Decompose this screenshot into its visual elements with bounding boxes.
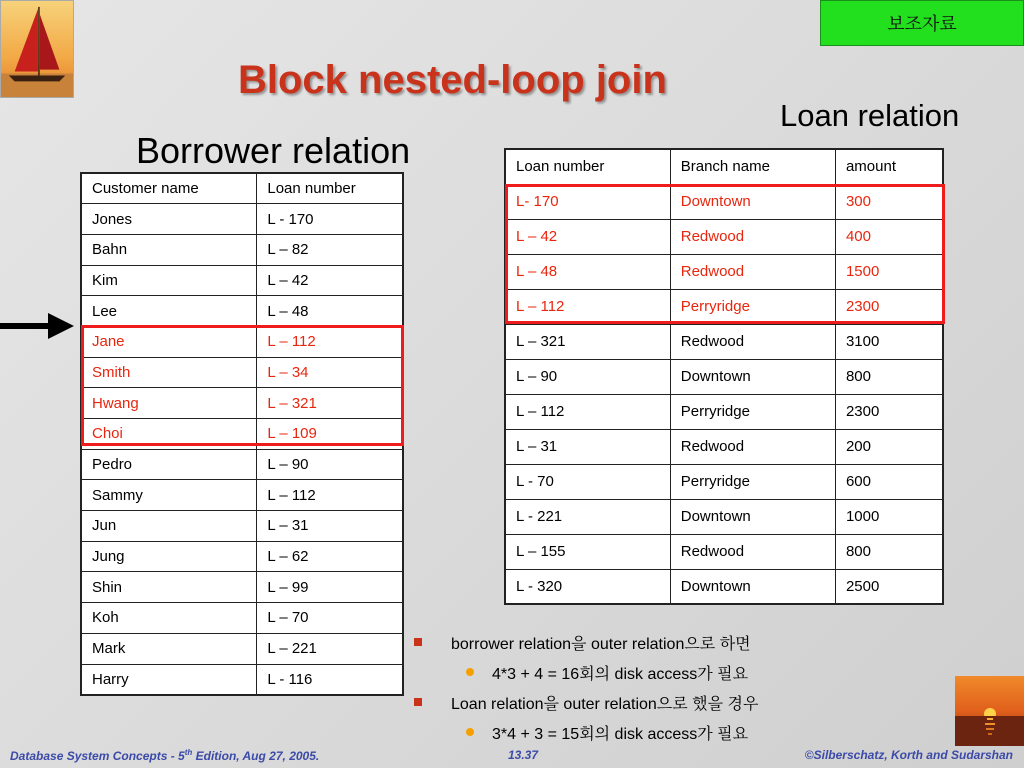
table-row	[81, 572, 403, 603]
table-row	[81, 326, 403, 357]
table-cell: Harry	[81, 664, 257, 695]
table-cell: Redwood	[670, 534, 835, 569]
table-row	[505, 289, 943, 324]
table-row	[81, 296, 403, 327]
table-row	[81, 633, 403, 664]
sunset-image	[955, 676, 1024, 746]
sub-bullet-item	[412, 717, 758, 747]
bullet-item	[412, 627, 758, 657]
square-bullet-icon	[414, 698, 422, 706]
borrower-relation-label: Borrower relation	[136, 130, 411, 171]
table-cell: 200	[835, 429, 943, 464]
table-cell: 1500	[835, 254, 943, 289]
bullet-item	[412, 687, 758, 717]
table-cell: L – 34	[257, 357, 403, 388]
table-cell: Kim	[81, 265, 257, 296]
table-cell: L – 42	[257, 265, 403, 296]
table-cell: L – 90	[257, 449, 403, 480]
table-row	[81, 265, 403, 296]
table-row	[505, 569, 943, 604]
table-cell: 600	[835, 464, 943, 499]
table-cell: L – 31	[257, 511, 403, 542]
page-number: 13.37	[508, 748, 539, 762]
table-cell: L – 321	[505, 324, 670, 359]
table-cell: L – 321	[257, 388, 403, 419]
table-cell: Redwood	[670, 254, 835, 289]
table-cell: L – 221	[257, 633, 403, 664]
table-row	[81, 449, 403, 480]
table-cell: L – 62	[257, 541, 403, 572]
table-cell: L - 170	[257, 204, 403, 235]
bullet-text: 3*4 + 3 = 15회의 disk access가 필요	[492, 725, 749, 743]
table-cell: Redwood	[670, 219, 835, 254]
table-row	[81, 204, 403, 235]
table-cell: 300	[835, 184, 943, 219]
table-cell: L – 99	[257, 572, 403, 603]
table-row	[81, 664, 403, 695]
dot-bullet-icon	[466, 728, 474, 736]
table-row	[81, 234, 403, 265]
table-cell: Downtown	[670, 359, 835, 394]
table-cell: L – 82	[257, 234, 403, 265]
table-cell: Perryridge	[670, 289, 835, 324]
table-cell: Downtown	[670, 499, 835, 534]
table-row	[81, 419, 403, 450]
bullet-text: 4*3 + 4 = 16회의 disk access가 필요	[492, 665, 749, 683]
table-cell: Choi	[81, 419, 257, 450]
table-cell: 2500	[835, 569, 943, 604]
table-row	[505, 499, 943, 534]
table-row	[505, 394, 943, 429]
table-cell: L - 116	[257, 664, 403, 695]
table-cell: L – 109	[257, 419, 403, 450]
table-row	[81, 357, 403, 388]
borrower-table	[80, 172, 404, 696]
column-header: Branch name	[670, 149, 835, 184]
table-row	[81, 388, 403, 419]
table-cell: L – 31	[505, 429, 670, 464]
table-cell: Redwood	[670, 429, 835, 464]
table-cell: Jung	[81, 541, 257, 572]
table-cell: L – 112	[505, 394, 670, 429]
table-cell: L – 48	[505, 254, 670, 289]
table-cell: Sammy	[81, 480, 257, 511]
table-cell: Bahn	[81, 234, 257, 265]
table-cell: Downtown	[670, 184, 835, 219]
table-row	[81, 541, 403, 572]
slide-title: Block nested-loop join	[238, 58, 667, 102]
bullet-text: borrower relation을 outer relation으로 하면	[451, 635, 751, 653]
sub-bullet-item	[412, 657, 758, 687]
table-row	[505, 219, 943, 254]
table-cell: Smith	[81, 357, 257, 388]
table-cell: 3100	[835, 324, 943, 359]
table-cell: L – 48	[257, 296, 403, 327]
table-cell: L - 70	[505, 464, 670, 499]
table-cell: Jones	[81, 204, 257, 235]
table-row	[505, 534, 943, 569]
table-cell: Lee	[81, 296, 257, 327]
footer-book-title: Database System Concepts - 5th Edition, Aug 27, 2005.	[10, 748, 320, 763]
table-cell: L – 42	[505, 219, 670, 254]
column-header: Loan number	[505, 149, 670, 184]
supplementary-tag: 보조자료	[820, 0, 1024, 46]
table-cell: 800	[835, 359, 943, 394]
table-row	[505, 324, 943, 359]
table-cell: L – 155	[505, 534, 670, 569]
table-cell: Redwood	[670, 324, 835, 359]
column-header: Loan number	[257, 173, 403, 204]
table-cell: 400	[835, 219, 943, 254]
table-cell: Perryridge	[670, 394, 835, 429]
table-cell: Koh	[81, 603, 257, 634]
table-cell: L – 112	[505, 289, 670, 324]
table-cell: 800	[835, 534, 943, 569]
table-cell: L - 320	[505, 569, 670, 604]
table-cell: Jun	[81, 511, 257, 542]
table-row	[505, 464, 943, 499]
table-cell: 2300	[835, 394, 943, 429]
bullet-list	[412, 627, 758, 747]
table-cell: Pedro	[81, 449, 257, 480]
table-cell: 1000	[835, 499, 943, 534]
table-cell: Mark	[81, 633, 257, 664]
table-cell: L – 70	[257, 603, 403, 634]
table-cell: Downtown	[670, 569, 835, 604]
table-cell: Jane	[81, 326, 257, 357]
table-cell: Shin	[81, 572, 257, 603]
table-row	[81, 480, 403, 511]
table-row	[505, 429, 943, 464]
table-row	[505, 359, 943, 394]
loan-relation-label: Loan relation	[780, 98, 960, 133]
table-cell: L- 170	[505, 184, 670, 219]
table-cell: L - 221	[505, 499, 670, 534]
right-arrow-icon	[0, 311, 76, 341]
table-cell: L – 90	[505, 359, 670, 394]
table-cell: Perryridge	[670, 464, 835, 499]
table-header-row	[81, 173, 403, 204]
table-cell: L – 112	[257, 326, 403, 357]
table-cell: Hwang	[81, 388, 257, 419]
bullet-text: Loan relation을 outer relation으로 했을 경우	[451, 695, 759, 713]
loan-table	[504, 148, 944, 605]
footer-copyright: ©Silberschatz, Korth and Sudarshan	[804, 748, 1013, 762]
square-bullet-icon	[414, 638, 422, 646]
sailboat-logo	[0, 0, 74, 98]
table-row	[81, 603, 403, 634]
table-row	[505, 254, 943, 289]
dot-bullet-icon	[466, 668, 474, 676]
column-header: Customer name	[81, 173, 257, 204]
column-header: amount	[835, 149, 943, 184]
table-row	[81, 511, 403, 542]
slide-footer	[0, 744, 1024, 768]
table-header-row	[505, 149, 943, 184]
table-cell: 2300	[835, 289, 943, 324]
table-cell: L – 112	[257, 480, 403, 511]
table-row	[505, 184, 943, 219]
